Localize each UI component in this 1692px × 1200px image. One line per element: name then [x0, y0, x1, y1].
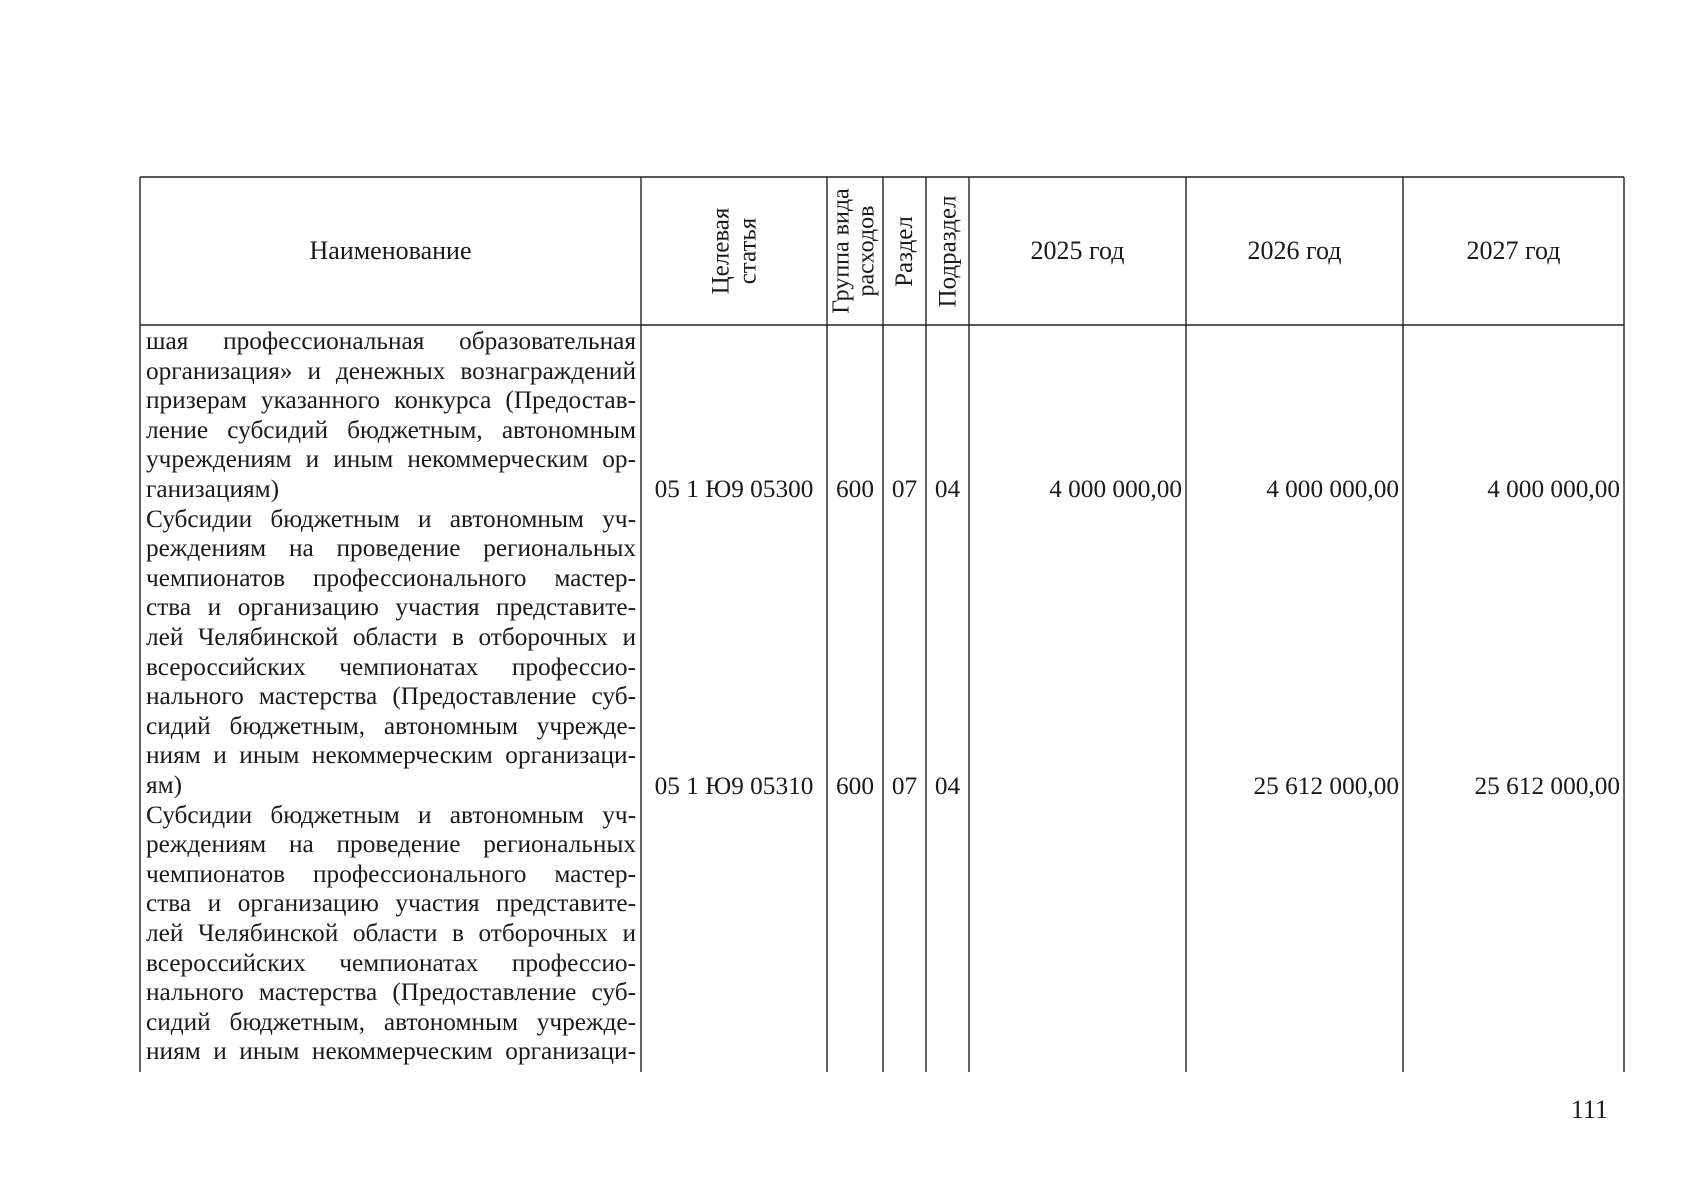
- row-1-code: 05 1 Ю9 05300: [654, 475, 814, 503]
- row-2-group: 600: [836, 772, 874, 800]
- header-subsection: Подраздел: [934, 195, 961, 307]
- row-2-code: 05 1 Ю9 05310: [654, 772, 814, 800]
- row-2-section: 07: [891, 772, 918, 800]
- header-2025: 2025 год: [1030, 236, 1125, 265]
- row-1-section: 07: [891, 475, 918, 503]
- row-1-subsection: 04: [934, 475, 961, 503]
- row-1-2027: 4 000 000,00: [1487, 475, 1620, 503]
- header-section: Раздел: [891, 215, 918, 287]
- header-name: Наименование: [309, 236, 472, 265]
- row-2-2026: 25 612 000,00: [1253, 772, 1399, 800]
- row-2-name: Субсидии бюджетным и автономным уч- реждениям на проведение региональных чемпионатов профессионального мастер- ства и организацию участия представите- лей Челябинской области в отборочных и всероссийских чемпионатах профессио- нального мастерства (Предоставление суб- сидий бюджетным, автономным учрежде- ниям и иным некоммерческим организаци- ям): [146, 504, 636, 799]
- page-number: 111: [1570, 1095, 1608, 1124]
- header-2027: 2027 год: [1466, 236, 1561, 265]
- row-1-name: шая профессиональная образовательная организация» и денежных вознаграждений призерам указанного конкурса (Предостав- ление субсидий бюджетным, автономным учреждениям и иным некоммерческим ор- ганизациям): [146, 327, 636, 503]
- row-2-subsection: 04: [934, 772, 961, 800]
- header-target-article: Целевая статья: [706, 207, 761, 295]
- row-1-group: 600: [836, 475, 874, 503]
- header-expense-group: Группа вида расходов: [829, 188, 880, 314]
- row-1-2025: 4 000 000,00: [1049, 475, 1182, 503]
- row-2-2027: 25 612 000,00: [1474, 772, 1620, 800]
- row-1-2026: 4 000 000,00: [1266, 475, 1399, 503]
- header-2026: 2026 год: [1247, 236, 1342, 265]
- row-3-name: Субсидии бюджетным и автономным уч- реждениям на проведение региональных чемпионатов профессионального мастер- ства и организацию участия представите- лей Челябинской области в отборочных и всероссийских чемпионатах профессио- нального мастерства (Предоставление суб- сидий бюджетным, автономным учрежде- ниям и иным некоммерческим организаци-: [146, 800, 636, 1066]
